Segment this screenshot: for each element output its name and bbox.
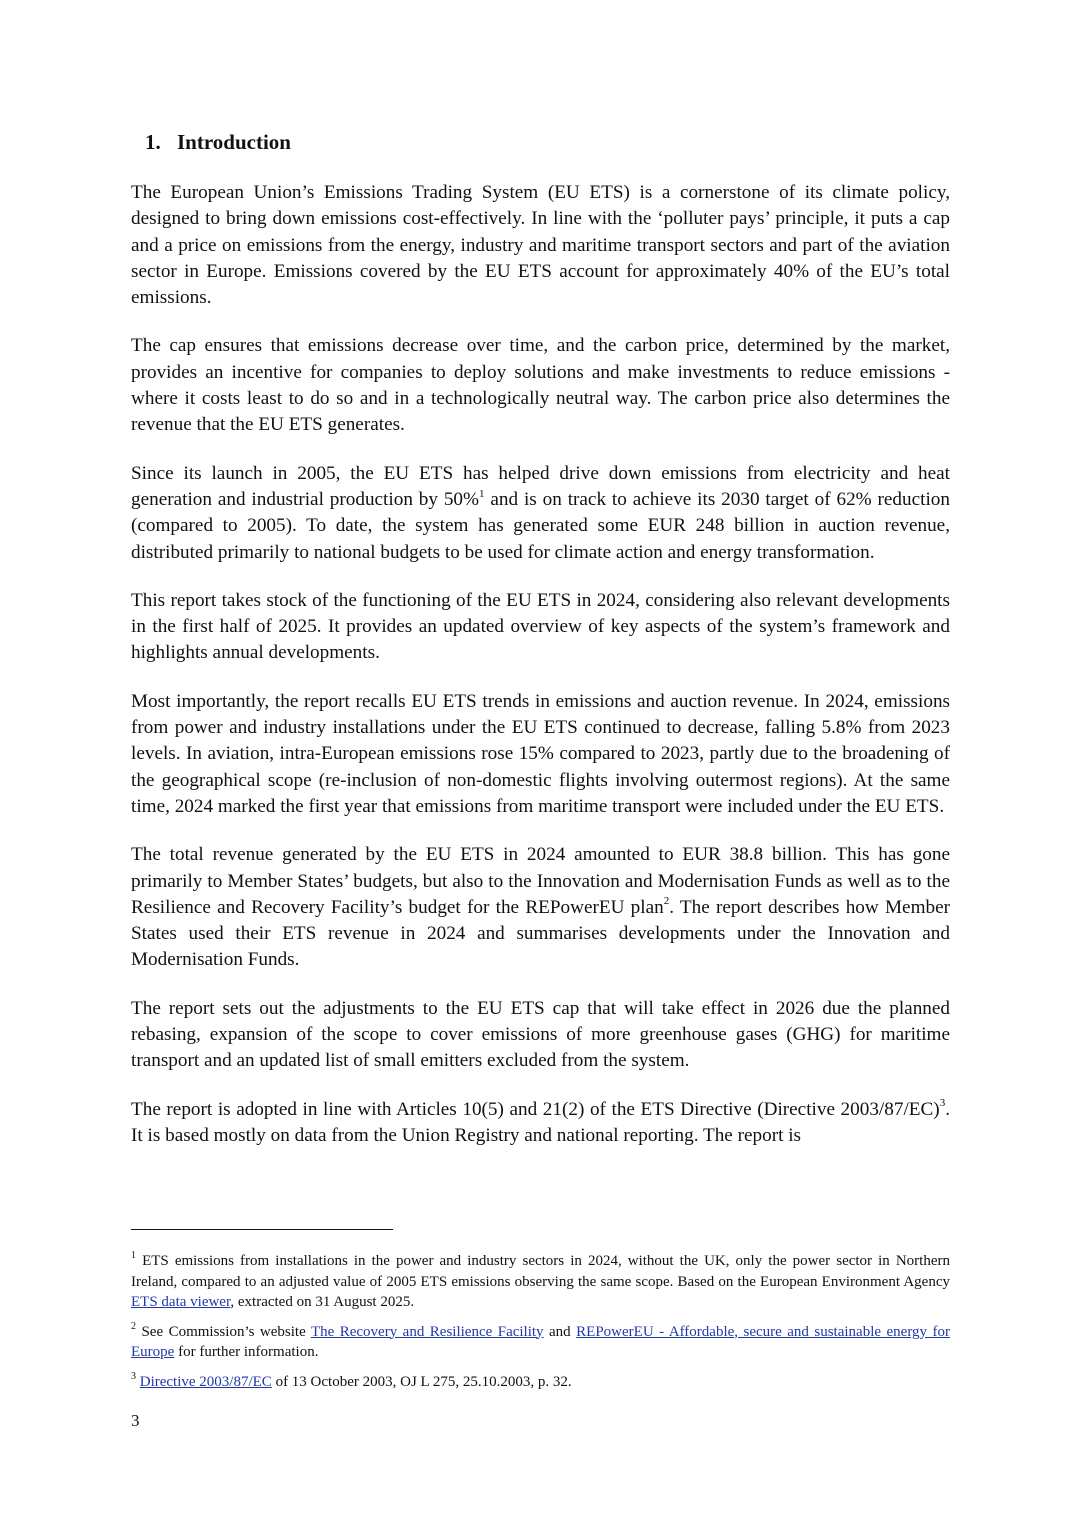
ets-data-viewer-link[interactable]: ETS data viewer — [131, 1294, 231, 1310]
repowereu-link[interactable]: REPowerEU - Affordable, secure and sustainable energy for Europe — [131, 1323, 950, 1360]
paragraph-cap-adjustments: The report sets out the adjustments to the EU ETS cap that will take effect in 2026 due the planned rebasing, expansion of the scope to cover emissions of more greenhouse gases (GHG) for maritime transport and an updated list of small emitters excluded from the system. — [131, 997, 950, 1072]
paragraph-cap-and-price: The cap ensures that emissions decrease over time, and the carbon price, determined by the market, provides an incentive for companies to deploy solutions and make investments to reduce emissions - where it costs least to do so and in a technologically neutral way. The carbon price also determines the revenue that the EU ETS generates. — [131, 335, 950, 436]
footnote-3: $^3$ Directive 2003/87/EC of 13 October 2003, OJ L 275, 25.10.2003, p. 32. — [131, 1370, 572, 1390]
recovery-resilience-facility-link[interactable]: The Recovery and Resilience Facility — [310, 1323, 544, 1340]
footnote-divider — [131, 1229, 393, 1230]
directive-link[interactable]: Directive 2003/87/EC — [139, 1373, 272, 1390]
footnote-marker: 2 — [131, 1320, 136, 1332]
footnote-marker: 1 — [131, 1250, 136, 1261]
paragraph-eu-ets-overview: The European Union’s Emissions Trading System (EU ETS) is a cornerstone of its climate policy, designed to bring down emissions cost-effectively. In line with the ‘polluter pays’ principle, it puts a cap and a price on emissions from the energy, industry and maritime transport sectors and part of the aviation sector in Europe. Emissions covered by the EU ETS account for approximately 40% of the EU’s total emissions. — [131, 182, 950, 309]
footnote-marker: 3 — [131, 1370, 136, 1382]
footnote-ref-2[interactable]: 2 — [663, 895, 670, 908]
footnote-ref-1[interactable]: 1 — [479, 487, 485, 500]
body-text — [131, 180, 950, 1171]
footnote-1: $^1$ ETS emissions from installations in the power and industry sectors in 2024, without the UK, only the power sector in Northern Ireland, compared to an adjusted value of 2005 ETS emissions observing the same scope. Based on the European Environment Agency ETS data viewer, extracted on 31 August 2025. — [131, 1250, 950, 1310]
page-number: 3 — [131, 1411, 140, 1430]
paragraph-total-revenue: The total revenue generated by the EU ETS in 2024 amounted to EUR 38.8 billion. This has gone primarily to Member States’ budgets, but also to the Innovation and Modernisation Funds as well as to the Resilience and Recovery Facility’s budget for the REPowerEU plan$^2$. The report describes how Member States used their ETS revenue in 2024 and summarises developments under the Innovation and Modernisation Funds. — [131, 844, 950, 971]
section-heading — [145, 130, 291, 155]
paragraph-since-launch: Since its launch in 2005, the EU ETS has helped drive down emissions from electricity and heat generation and industrial production by 50%$^1$ and is on track to achieve its 2030 target of 62% reduction (compared to 2005). To date, the system has generated some EUR 248 billion in auction revenue, distributed primarily to national budgets to be used for climate action and energy transformation. — [131, 462, 950, 563]
paragraph-report-scope: This report takes stock of the functioning of the EU ETS in 2024, considering also relevant developments in the first half of 2025. It provides an updated overview of key aspects of the system’s framework and highlights annual developments. — [131, 589, 950, 664]
section-number: 1. — [145, 130, 161, 154]
footnote-ref-3[interactable]: 3 — [939, 1097, 946, 1110]
paragraph-legal-basis: The report is adopted in line with Articles 10(5) and 21(2) of the ETS Directive (Directive 2003/87/EC)$^3$. It is based mostly on data from the Union Registry and national reporting. The report is — [131, 1097, 950, 1146]
footnote-2: $^2$ See Commission’s website The Recovery and Resilience Facility and REPowerEU - Affordable, secure and sustainable energy for Europe for further information. — [131, 1320, 950, 1360]
paragraph-emission-trends: Most importantly, the report recalls EU ETS trends in emissions and auction revenue. In 2024, emissions from power and industry installations under the EU ETS continued to decrease, falling 5.8% from 2023 levels. In aviation, intra-European emissions rose 15% compared to 2023, partly due to the broadening of the geographical scope (re-inclusion of non-domestic flights involving outermost regions). At the same time, 2024 marked the first year that emissions from maritime transport were included under the EU ETS. — [131, 690, 950, 817]
footnotes — [131, 1251, 950, 1401]
section-title: Introduction — [177, 130, 291, 154]
